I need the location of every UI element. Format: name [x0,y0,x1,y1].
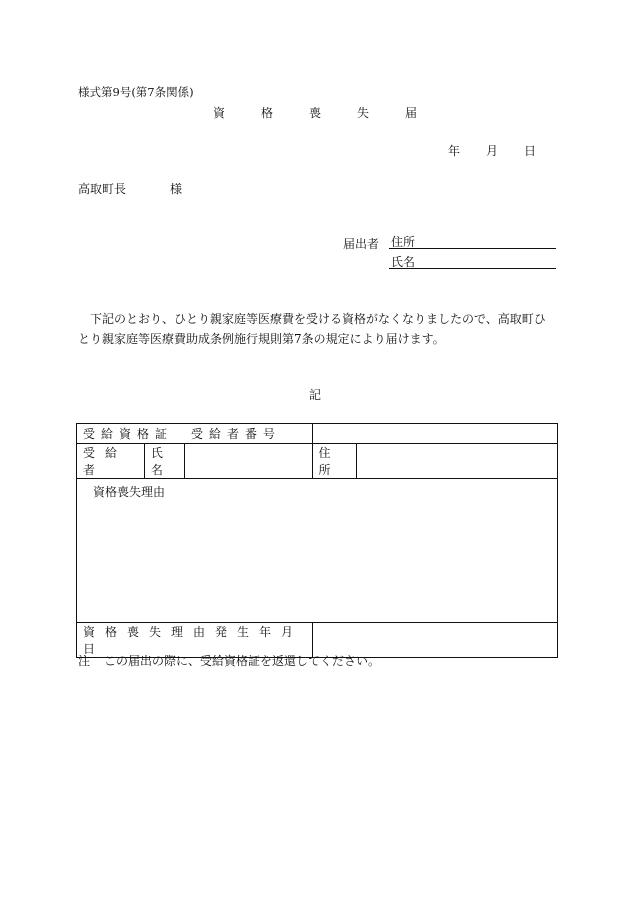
recipient-name-label: 氏名 [144,444,184,479]
year-field[interactable]: 年 [448,144,461,158]
notifier-address-field[interactable] [389,233,556,249]
address-label: 住所 [391,235,416,249]
title-char: 失 [357,106,370,120]
recipient-label: 受給者 [77,444,145,479]
document-title [213,104,453,121]
recipient-line [78,180,182,197]
table-row [77,479,558,623]
reason-cell[interactable] [77,479,558,623]
certificate-number-input[interactable] [312,424,557,444]
title-char: 格 [261,106,274,120]
table-row [77,424,558,444]
recipient-suffix: 様 [170,182,183,196]
title-char: 届 [405,106,418,120]
certificate-number-label: 受給資格証 受給者番号 [77,424,313,444]
recipient-address-input[interactable] [356,444,558,479]
body-paragraph: 下記のとおり、ひとり親家庭等医療費を受ける資格がなくなりましたので、高取町ひとり親家庭等医療費助成条例施行規則第7条の規定により届けます。 [78,312,546,346]
note-text: この届出の際に、受給資格証を返還してください。 [104,654,381,668]
notifier-name-field[interactable] [389,253,556,269]
table-row [77,444,558,479]
note-prefix: 注 [78,654,91,668]
recipient-address-label: 住所 [312,444,356,479]
loss-date-label: 資格喪失理由発生年月日 [77,623,313,658]
date-fields [448,142,536,159]
ki-heading: 記 [309,388,322,402]
notifier-label: 届出者 [343,237,380,251]
day-field[interactable]: 日 [524,144,537,158]
form-table [76,423,558,658]
reason-label: 資格喪失理由 [93,485,166,499]
footnote [78,652,380,669]
name-label: 氏名 [391,255,416,269]
recipient-name: 高取町長 [78,182,127,196]
title-char: 資 [213,106,226,120]
month-field[interactable]: 月 [486,144,499,158]
title-char: 喪 [309,106,322,120]
recipient-name-input[interactable] [184,444,312,479]
form-number: 様式第9号(第7条関係) [78,85,194,99]
